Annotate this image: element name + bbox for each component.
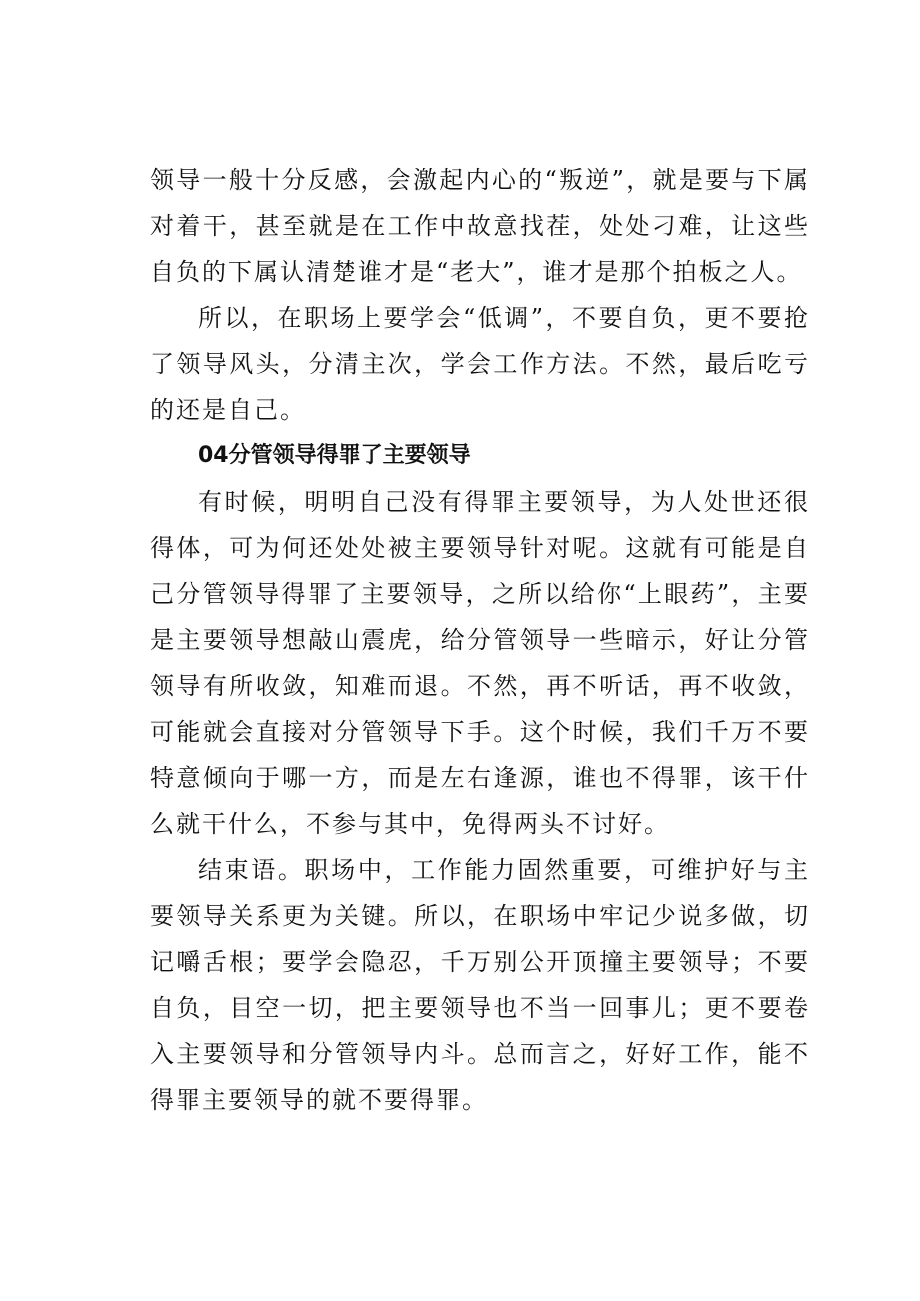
paragraph-low-profile: 所以，在职场上要学会“低调”，不要自负，更不要抢了领导风头，分清主次，学会工作方法。不然，最后吃亏的还是自己。 <box>150 304 810 424</box>
section-heading-04: 04分管领导得罪了主要领导 <box>198 443 471 468</box>
paragraph-conclusion: 结束语。职场中，工作能力固然重要，可维护好与主要领导关系更为关键。所以，在职场中牢记少说多做，切记嚼舌根；要学会隐忍，千万别公开顶撞主要领导；不要自负，目空一切，把主要领导也不当一回事儿；更不要卷入主要领导和分管领导内斗。总而言之，好好工作，能不得罪主要领导的就不要得罪。 <box>150 856 810 1114</box>
paragraph-continuation: 领导一般十分反感，会激起内心的“叛逆”，就是要与下属对着干，甚至就是在工作中故意找茬，处处刁难，让这些自负的下属认清楚谁才是“老大”，谁才是那个拍板之人。 <box>150 166 810 286</box>
document-body <box>150 157 810 1123</box>
paragraph-section-04: 有时候，明明自己没有得罪主要领导，为人处世还很得体，可为何还处处被主要领导针对呢。这就有可能是自己分管领导得罪了主要领导，之所以给你“上眼药”，主要是主要领导想敲山震虎，给分管领导一些暗示，好让分管领导有所收敛，知难而退。不然，再不听话，再不收敛，可能就会直接对分管领导下手。这个时候，我们千万不要特意倾向于哪一方，而是左右逢源，谁也不得罪，该干什么就干什么，不参与其中，免得两头不讨好。 <box>150 488 810 838</box>
